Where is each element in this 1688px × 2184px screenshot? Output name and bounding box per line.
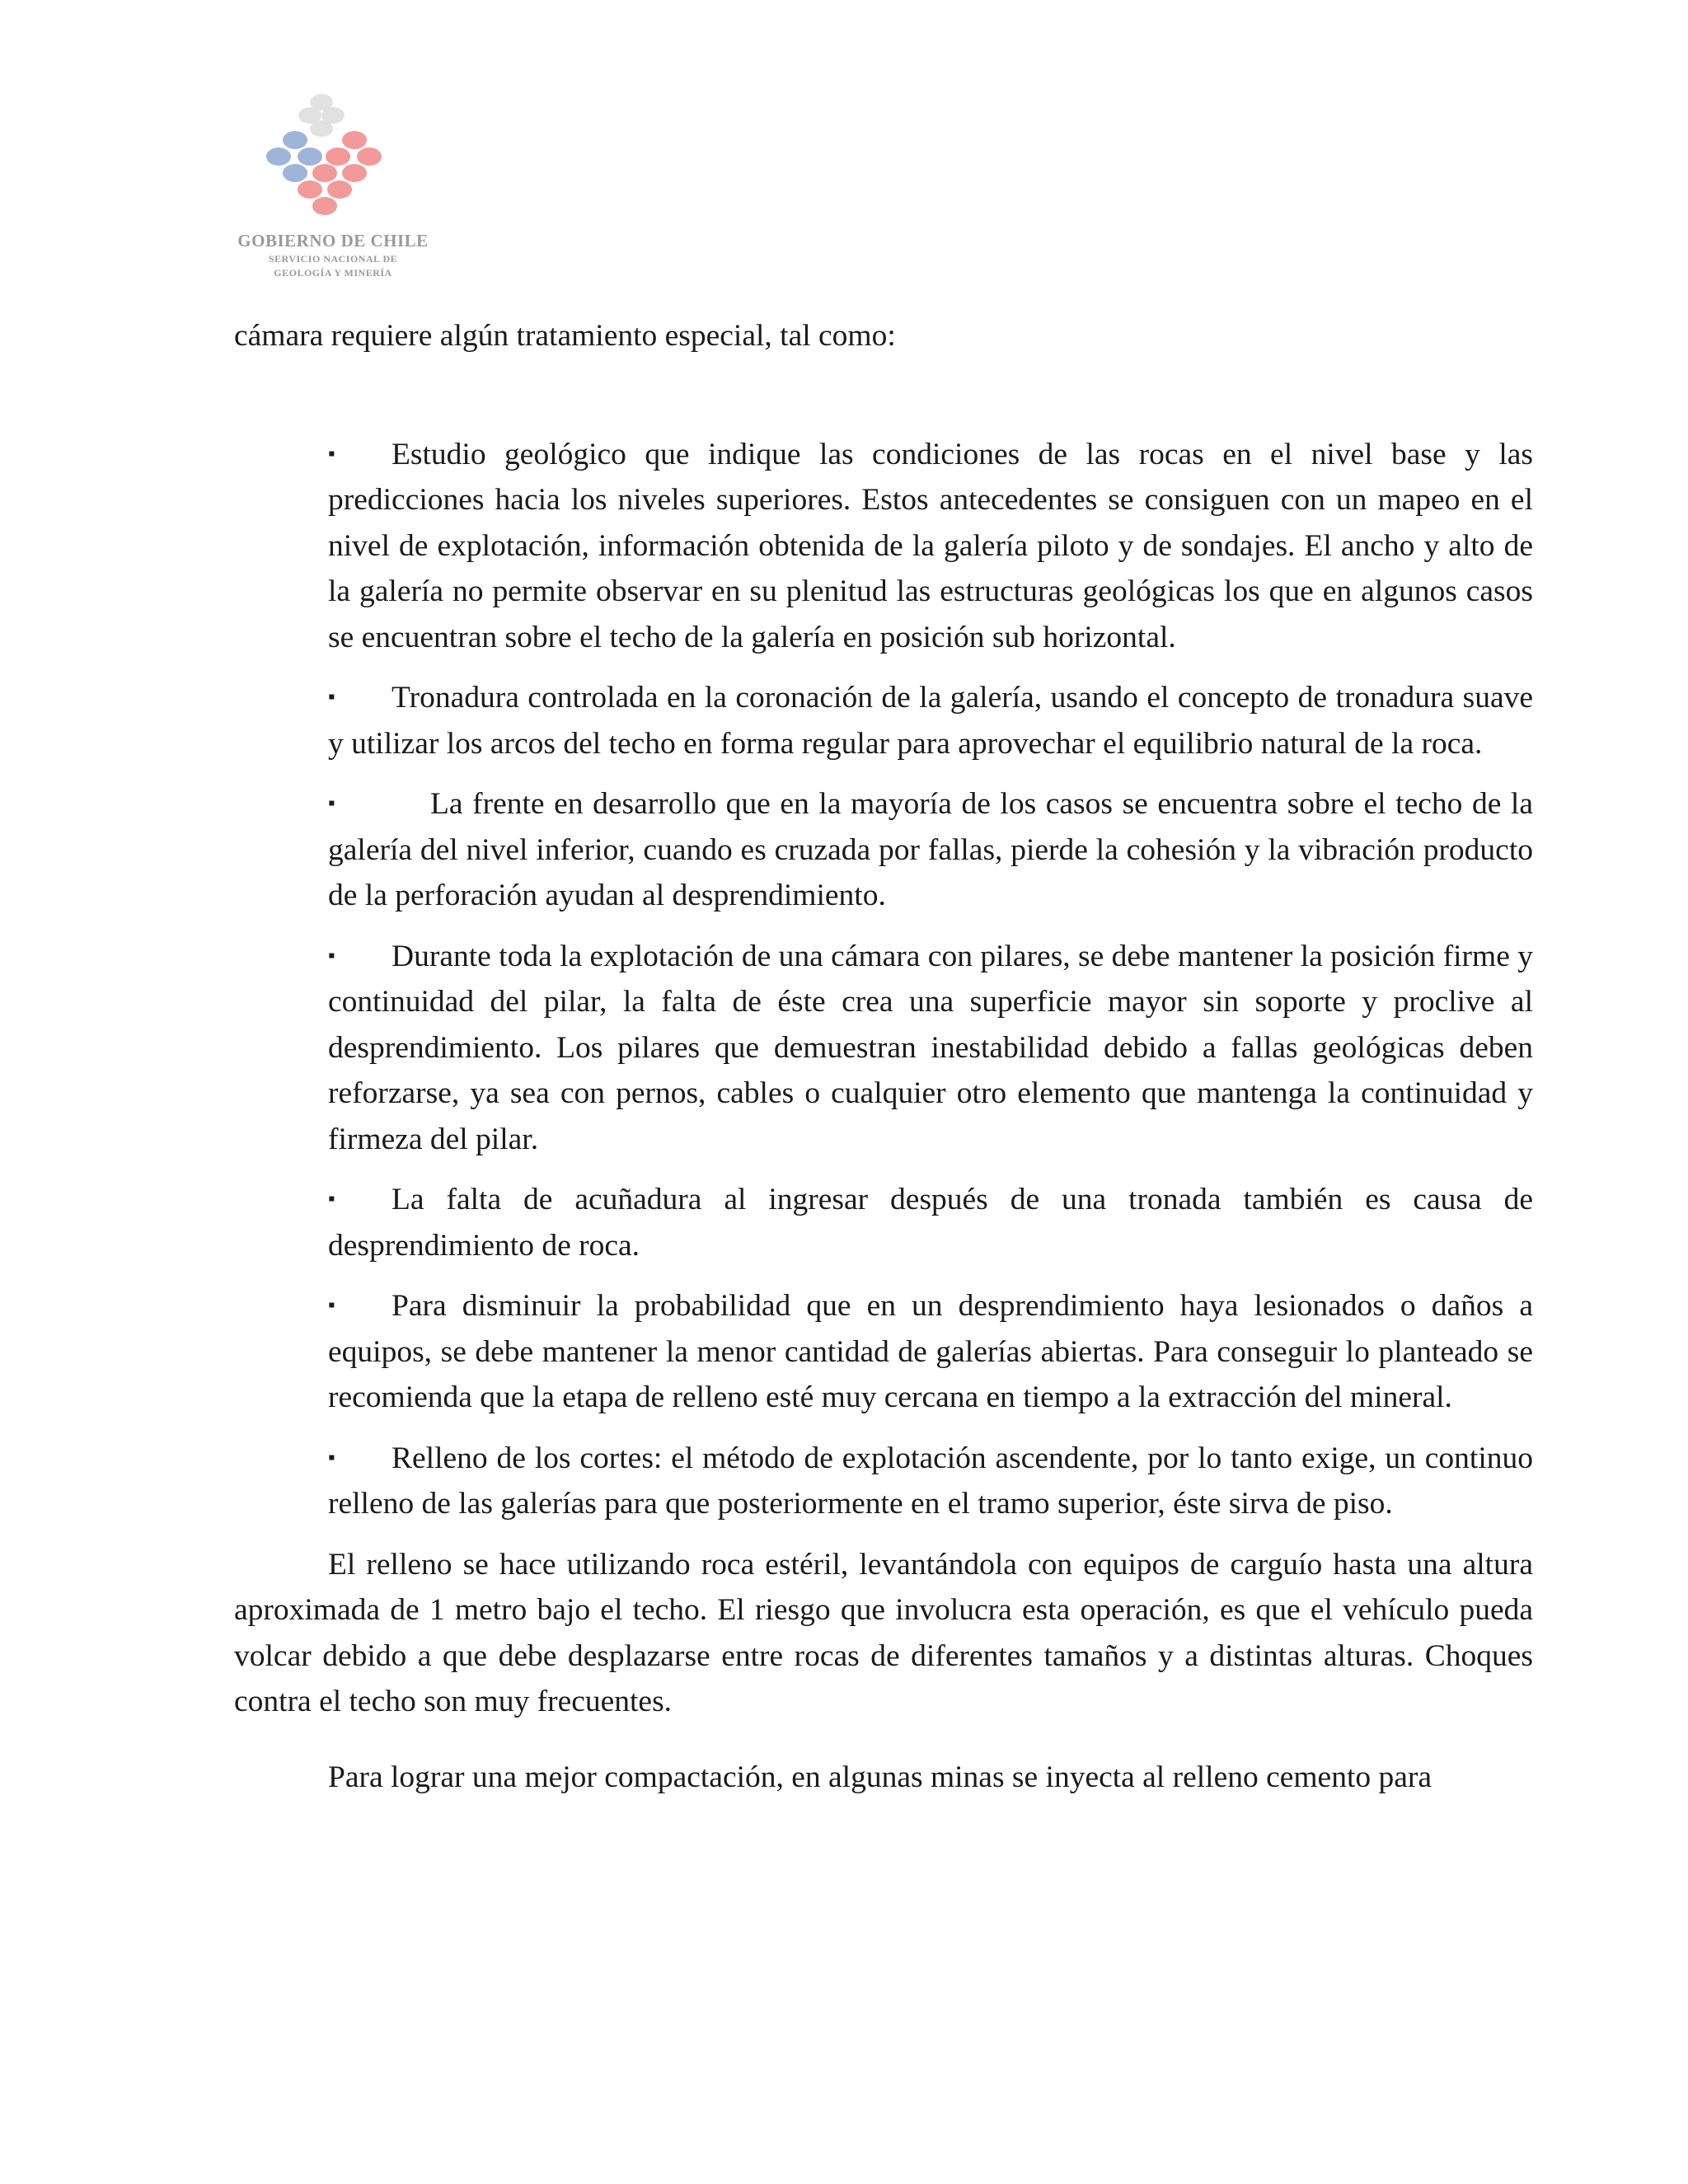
list-item: [328, 1177, 1533, 1268]
bullet-marker-icon: ▪: [328, 944, 335, 967]
bullet-marker-icon: ▪: [328, 1446, 335, 1469]
list-item: [328, 781, 1533, 919]
logo-title: GOBIERNO DE CHILE: [237, 231, 429, 251]
bullet-marker-icon: ▪: [328, 793, 335, 814]
logo-subtitle-1: SERVICIO NACIONAL DE: [268, 253, 398, 265]
paragraph-relleno: El relleno se hace utilizando roca estéril, levantándola con equipos de carguío hasta una altura aproximada de 1 metro bajo el techo. El riesgo que involucra esta operación, es que el vehículo pueda volcar debido a que debe desplazarse entre rocas de diferentes tamaños y a distintas alturas. Choques contra el techo son muy frecuentes.: [234, 1547, 1533, 1718]
list-item: [328, 432, 1533, 661]
bullet-marker-icon: ▪: [328, 443, 335, 465]
list-item-text: Tronadura controlada en la coronación de la galería, usando el concepto de tronadura suave y utilizar los arcos del techo en forma regular para aprovechar el equilibrio natural de la roca.: [328, 681, 1533, 761]
government-logo: [234, 91, 440, 288]
list-item: [328, 675, 1533, 766]
list-item-text: Estudio geológico que indique las condiciones de las rocas en el nivel base y las predicciones hacia los niveles superiores. Estos antecedentes se consiguen con un mapeo en el nivel de explotación, información obtenida de la galería piloto y de sondajes. El ancho y alto de la galería no permite observar en su plenitud las estructuras geológicas los que en algunos casos se encuentran sobre el techo de la galería en posición sub horizontal.: [328, 437, 1533, 654]
list-item-text: Para disminuir la probabilidad que en un desprendimiento haya lesionados o daños a equipos, se debe mantener la menor cantidad de galerías abiertas. Para conseguir lo planteado se recomienda que la etapa de relleno esté muy cercana en tiempo a la extracción del mineral.: [328, 1289, 1533, 1414]
logo-subtitle-2: GEOLOGÍA Y MINERÍA: [274, 267, 392, 279]
list-item-text: Relleno de los cortes: el método de explotación ascendente, por lo tanto exige, un continuo relleno de las galerías para que posteriormente en el tramo superior, éste sirva de piso.: [328, 1441, 1533, 1521]
bullet-marker-icon: ▪: [328, 687, 335, 708]
intro-text: cámara requiere algún tratamiento especial, tal como:: [234, 319, 896, 353]
logo-emblem-icon: [262, 91, 402, 231]
list-item-text: Durante toda la explotación de una cámara con pilares, se debe mantener la posición firme y continuidad del pilar, la falta de éste crea una superficie mayor sin soporte y proclive al desprendimiento. Los pilares que demuestran inestabilidad debido a fallas geológicas deben reforzarse, ya sea con pernos, cables o cualquier otro elemento que mantenga la continuidad y firmeza del pilar.: [328, 939, 1533, 1156]
bullet-list: [328, 432, 1533, 1527]
paragraph-compactacion: Para lograr una mejor compactación, en algunas minas se inyecta al relleno cemento para: [328, 1760, 1432, 1794]
document-body: [234, 313, 1533, 1830]
list-item: [328, 1283, 1533, 1421]
list-item-text: La falta de acuñadura al ingresar después de una tronada también es causa de desprendimiento de roca.: [328, 1183, 1533, 1263]
list-item-text: La frente en desarrollo que en la mayoría de los casos se encuentra sobre el techo de la galería del nivel inferior, cuando es cruzada por fallas, pierde la cohesión y la vibración producto de la perforación ayudan al desprendimiento.: [328, 787, 1533, 912]
bullet-marker-icon: ▪: [328, 1188, 335, 1210]
bullet-marker-icon: ▪: [328, 1295, 335, 1316]
list-item: [328, 934, 1533, 1163]
list-item: [328, 1436, 1533, 1527]
